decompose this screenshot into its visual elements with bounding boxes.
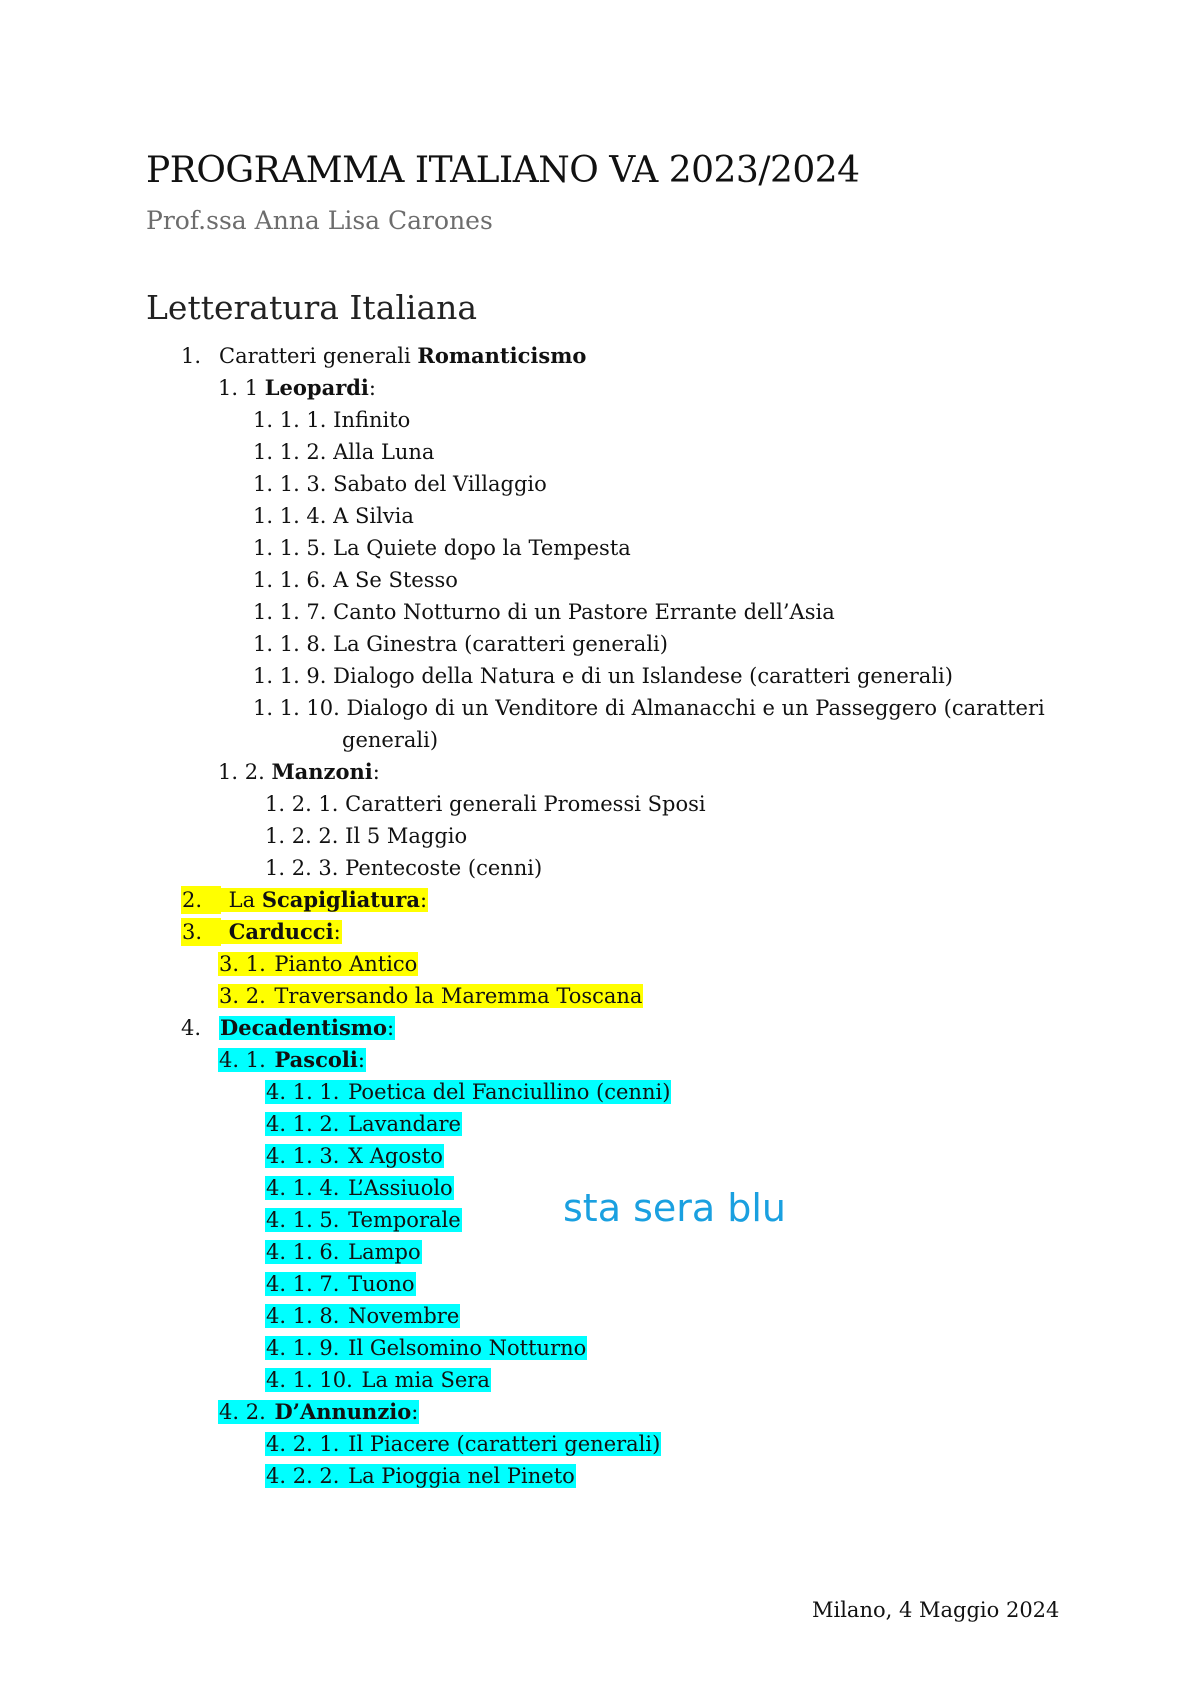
outline-item-text [221,888,428,912]
outline-item-text [340,1176,453,1200]
outline-item-text [326,568,457,592]
outline-item [253,470,547,498]
outline-item-text [340,1240,421,1264]
outline-item [181,918,342,946]
outline-item-suffix: : [411,1400,419,1424]
outline-item [265,1270,416,1298]
outline-item-text [267,984,644,1008]
outline-item [265,1206,462,1234]
outline-item-label: Lampo [341,1240,421,1264]
outline-item-text [340,1336,587,1360]
outline-item-label: Tuono [341,1272,415,1296]
outline-item-suffix: : [372,760,380,784]
outline-item-heading: Manzoni [271,759,373,784]
outline-item [265,854,542,882]
outline-item-label: Dialogo della Natura e di un Islandese (caratteri generali) [326,664,953,688]
outline-item [253,406,410,434]
outline-item-number: 1. 1. 7. [253,600,327,624]
outline-item-number: 1. 1. 9. [253,664,327,688]
outline-item-label: Dialogo di un Venditore di Almanacchi e un Passeggero (caratteri [339,696,1045,720]
outline-item [265,1366,491,1394]
outline-item [342,726,438,754]
outline-item [253,630,668,658]
outline-item-text [326,472,546,496]
outline-item-number: 1. 1. 5. [253,536,327,560]
outline-item-heading: Carducci [228,919,334,944]
outline-item-text [354,1368,491,1392]
outline-item-text [265,760,380,784]
outline-item [265,1078,671,1106]
outline-item-suffix: : [357,1048,365,1072]
outline-item-suffix: : [419,888,428,912]
outline-item-number: 4. 1. 1. [266,1080,340,1104]
outline-item-label: Novembre [341,1304,460,1328]
outline-item-label: Lavandare [341,1112,461,1136]
outline-item-number: 1. 1. 6. [253,568,327,592]
document-title: PROGRAMMA ITALIANO VA 2023/2024 [146,150,860,191]
outline-item-label [258,376,265,400]
outline-item-number: 4. 1. 3. [266,1144,340,1168]
outline-item-text [340,1144,443,1168]
outline-item-text [326,504,413,528]
outline-item [181,1014,395,1042]
outline-item [218,758,380,786]
outline-item-label: Caratteri generali Promessi Sposi [338,792,706,816]
outline-item-text [340,696,1045,720]
outline-item-number: 4. [181,1016,202,1040]
outline-item [265,1174,454,1202]
outline-item-number: 1. 1. 4. [253,504,327,528]
outline-item-number: 1. 1. 2. [253,440,327,464]
outline-item-number: 1. 1. 8. [253,632,327,656]
outline-item-number: 4. 2. [219,1400,266,1424]
outline-item-label: Infinito [326,408,411,432]
outline-item-text [267,952,419,976]
outline-item-text [326,664,952,688]
outline-item-text [342,728,438,752]
outline-item-number: 1. 2. 3. [265,856,339,880]
outline-item-number: 1. 1. 3. [253,472,327,496]
outline-item [253,662,953,690]
outline-item [265,1334,587,1362]
outline-item-number: 1. 2. 1. [265,792,339,816]
outline-item [181,886,428,914]
outline-item-number: 4. 1. 4. [266,1176,340,1200]
outline-item-number: 3. 2. [219,984,266,1008]
outline-item [265,1142,444,1170]
outline-item [265,1110,462,1138]
outline-item [218,374,376,402]
outline-item-number: 4. 1. 9. [266,1336,340,1360]
outline-item-number: 4. 1. 2. [266,1112,340,1136]
outline-item-number: 3. [181,918,221,946]
outline-item [253,694,1045,722]
outline-item-text [326,632,668,656]
outline-item-label: Il Piacere (caratteri generali) [341,1432,661,1456]
outline-item-heading: Leopardi [264,375,369,400]
outline-item [253,534,631,562]
outline-item-label: Traversando la Maremma Toscana [267,984,643,1008]
outline-item-text [326,408,410,432]
outline-item-heading: D’Annunzio [274,1399,412,1424]
outline-item [265,1302,460,1330]
outline-item-text [326,536,630,560]
outline-item-label: La Quiete dopo la Tempesta [326,536,631,560]
outline-item-text [258,376,376,400]
outline-item-text [267,1400,420,1424]
outline-item-text [326,600,834,624]
outline-item-number: 4. 1. 10. [266,1368,353,1392]
outline-item-label: Poetica del Fanciullino (cenni) [341,1080,671,1104]
outline-item-number: 4. 1. 6. [266,1240,340,1264]
outline-item-text [340,1208,461,1232]
outline-item [253,598,835,626]
outline-item [218,982,643,1010]
outline-item [181,342,586,370]
outline-item-number: 1. 1. 10. [253,696,340,720]
outline-item-text [326,440,434,464]
outline-item-text [221,920,342,944]
outline-item-label: Canto Notturno di un Pastore Errante dell’Asia [326,600,835,624]
outline-item-text [340,1080,671,1104]
outline-item [218,950,418,978]
outline-item-number: 1. [181,344,202,368]
outline-item-text [340,1304,460,1328]
outline-item [253,438,434,466]
outline-item-label: Pianto Antico [267,952,418,976]
outline-item-text [267,1048,366,1072]
outline-item-number: 4. 1. 7. [266,1272,340,1296]
outline-item-label: X Agosto [341,1144,443,1168]
outline-item-text [340,1432,661,1456]
outline-item-label [222,920,229,944]
outline-item-label: L’Assiuolo [341,1176,453,1200]
outline-item [253,502,414,530]
outline-item-number: 3. 1. [219,952,266,976]
outline-item [218,1046,366,1074]
outline-item-label: Temporale [341,1208,461,1232]
handwritten-annotation: sta sera blu [563,1186,786,1230]
outline-item [265,790,706,818]
document-subtitle: Prof.ssa Anna Lisa Carones [146,206,493,235]
outline-item-label: La mia Sera [354,1368,490,1392]
outline-item-text [219,1016,395,1040]
outline-item-heading: Pascoli [274,1047,358,1072]
section-title: Letteratura Italiana [146,288,478,327]
outline-item-number: 4. 1. 5. [266,1208,340,1232]
outline-item-number: 4. 1. [219,1048,266,1072]
outline-item-suffix: : [368,376,376,400]
outline-item-number: 1. 2. 2. [265,824,339,848]
outline-item-text [338,824,467,848]
outline-item-text [340,1272,415,1296]
outline-item-text [219,344,586,368]
outline-item [265,822,467,850]
outline-item [265,1430,661,1458]
outline-item-number: 4. 2. 2. [266,1464,340,1488]
outline-item-number: 4. 1. 8. [266,1304,340,1328]
outline-item-suffix: : [387,1016,395,1040]
outline-item-text [340,1112,461,1136]
outline-item-text [340,1464,575,1488]
outline-item-heading: Romanticismo [417,343,587,368]
outline-item-label: Sabato del Villaggio [326,472,547,496]
outline-item-label: Caratteri generali [219,344,418,368]
outline-item [265,1238,422,1266]
outline-item-heading: Decadentismo [220,1015,388,1040]
outline-item-label: La Pioggia nel Pineto [341,1464,575,1488]
footer-place-date: Milano, 4 Maggio 2024 [812,1598,1060,1622]
outline-item-text [338,792,705,816]
outline-item-label: A Se Stesso [326,568,458,592]
outline-item-label: Il 5 Maggio [338,824,468,848]
outline-item-label: Alla Luna [326,440,435,464]
outline-item-number: 1. 2. [218,760,265,784]
outline-item-label: La [222,888,262,912]
outline-item-number: 1. 1. 1. [253,408,327,432]
outline-item-label: Il Gelsomino Notturno [341,1336,587,1360]
outline-item-text [338,856,542,880]
outline-item-label: generali) [342,728,439,752]
outline-item [218,1398,419,1426]
outline-item-label: Pentecoste (cenni) [338,856,543,880]
outline-item-label: La Ginestra (caratteri generali) [326,632,668,656]
outline-item-label: A Silvia [326,504,414,528]
outline-item-number: 4. 2. 1. [266,1432,340,1456]
outline-item-number: 2. [181,886,221,914]
outline-item-heading: Scapigliatura [261,887,420,912]
outline-item-number: 1. 1 [218,376,259,400]
outline-item [253,566,458,594]
outline-item [265,1462,576,1490]
outline-item-suffix: : [333,920,341,944]
